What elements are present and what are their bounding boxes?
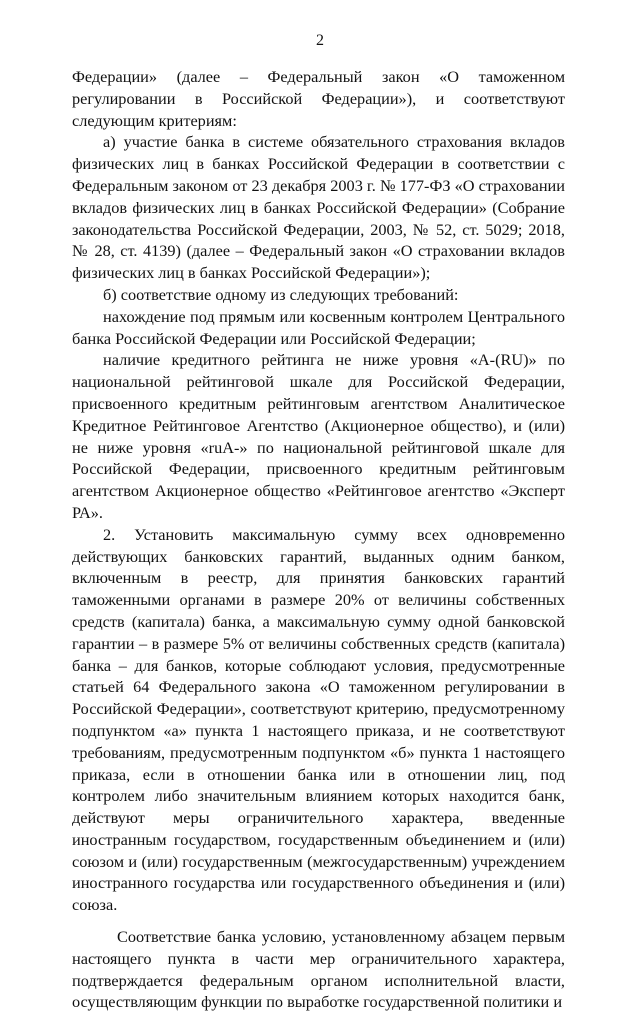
document-body [72, 66, 565, 1013]
paragraph-continuation: Федерации» (далее – Федеральный закон «О таможенном регулировании в Российской Федерации»), и соответствуют следующим критериям: [72, 67, 565, 130]
paragraph-criterion-b: б) соответствие одному из следующих требований: [103, 284, 459, 304]
paragraph-rating-requirement: наличие кредитного рейтинга не ниже уровня «A-(RU)» по национальной рейтинговой шкале для Российской Федерации, присвоенного кредитным рейтинговым агентством Аналитическое Кредитное Рейтинговое Агентство (Акционерное общество), и (или) не ниже уровня «ruA-» по национальной рейтинговой шкале для Российской Федерации, присвоенного кредитным рейтинговым агентством Акционерное общество «Рейтинговое агентство «Эксперт РА». [72, 350, 565, 522]
paragraph-compliance: Соответствие банка условию, установленному абзацем первым настоящего пункта в части мер ограничительного характера, подтверждается федеральным органом исполнительной власти, осуществляющим функции по выработке государственной политики и [72, 927, 565, 1012]
paragraph-criterion-a: а) участие банка в системе обязательного страхования вкладов физических лиц в банках Российской Федерации в соответствии с Федеральным законом от 23 декабря 2003 г. № 177-ФЗ «О страховании вкладов физических лиц в банках Российской Федерации» (Собрание законодательства Российской Федерации, 2003, № 52, ст. 5029; 2018, № 28, ст. 4139) (далее – Федеральный закон «О страховании вкладов физических лиц в банках Российской Федерации»); [72, 132, 565, 283]
page-number: 2 [316, 32, 324, 49]
paragraph-item-2: 2. Установить максимальную сумму всех одновременно действующих банковских гарантий, выданных одним банком, включенным в реестр, для принятия банковских гарантий таможенными органами в размере 20% от величины собственных средств (капитала) банка, а максимальную сумму одной банковской гарантии – в размере 5% от величины собственных средств (капитала) банка – для банков, которые соблюдают условия, предусмотренные статьей 64 Федерального закона «О таможенном регулировании в Российской Федерации», соответствуют критерию, предусмотренному подпунктом «а» пункта 1 настоящего приказа, и не соответствуют требованиям, предусмотренным подпунктом «б» пункта 1 настоящего приказа, если в отношении банка или в отношении лиц, под контролем либо значительным влиянием которых находится банк, действуют меры ограничительного характера, введенные иностранным государством, государственным объединением и (или) союзом и (или) государственным (межгосударственным) учреждением иностранного государства или государственного объединения и (или) союза. [72, 524, 565, 915]
paragraph-control-requirement: нахождение под прямым или косвенным контролем Центрального банка Российской Федерации или Российской Федерации; [72, 306, 565, 348]
